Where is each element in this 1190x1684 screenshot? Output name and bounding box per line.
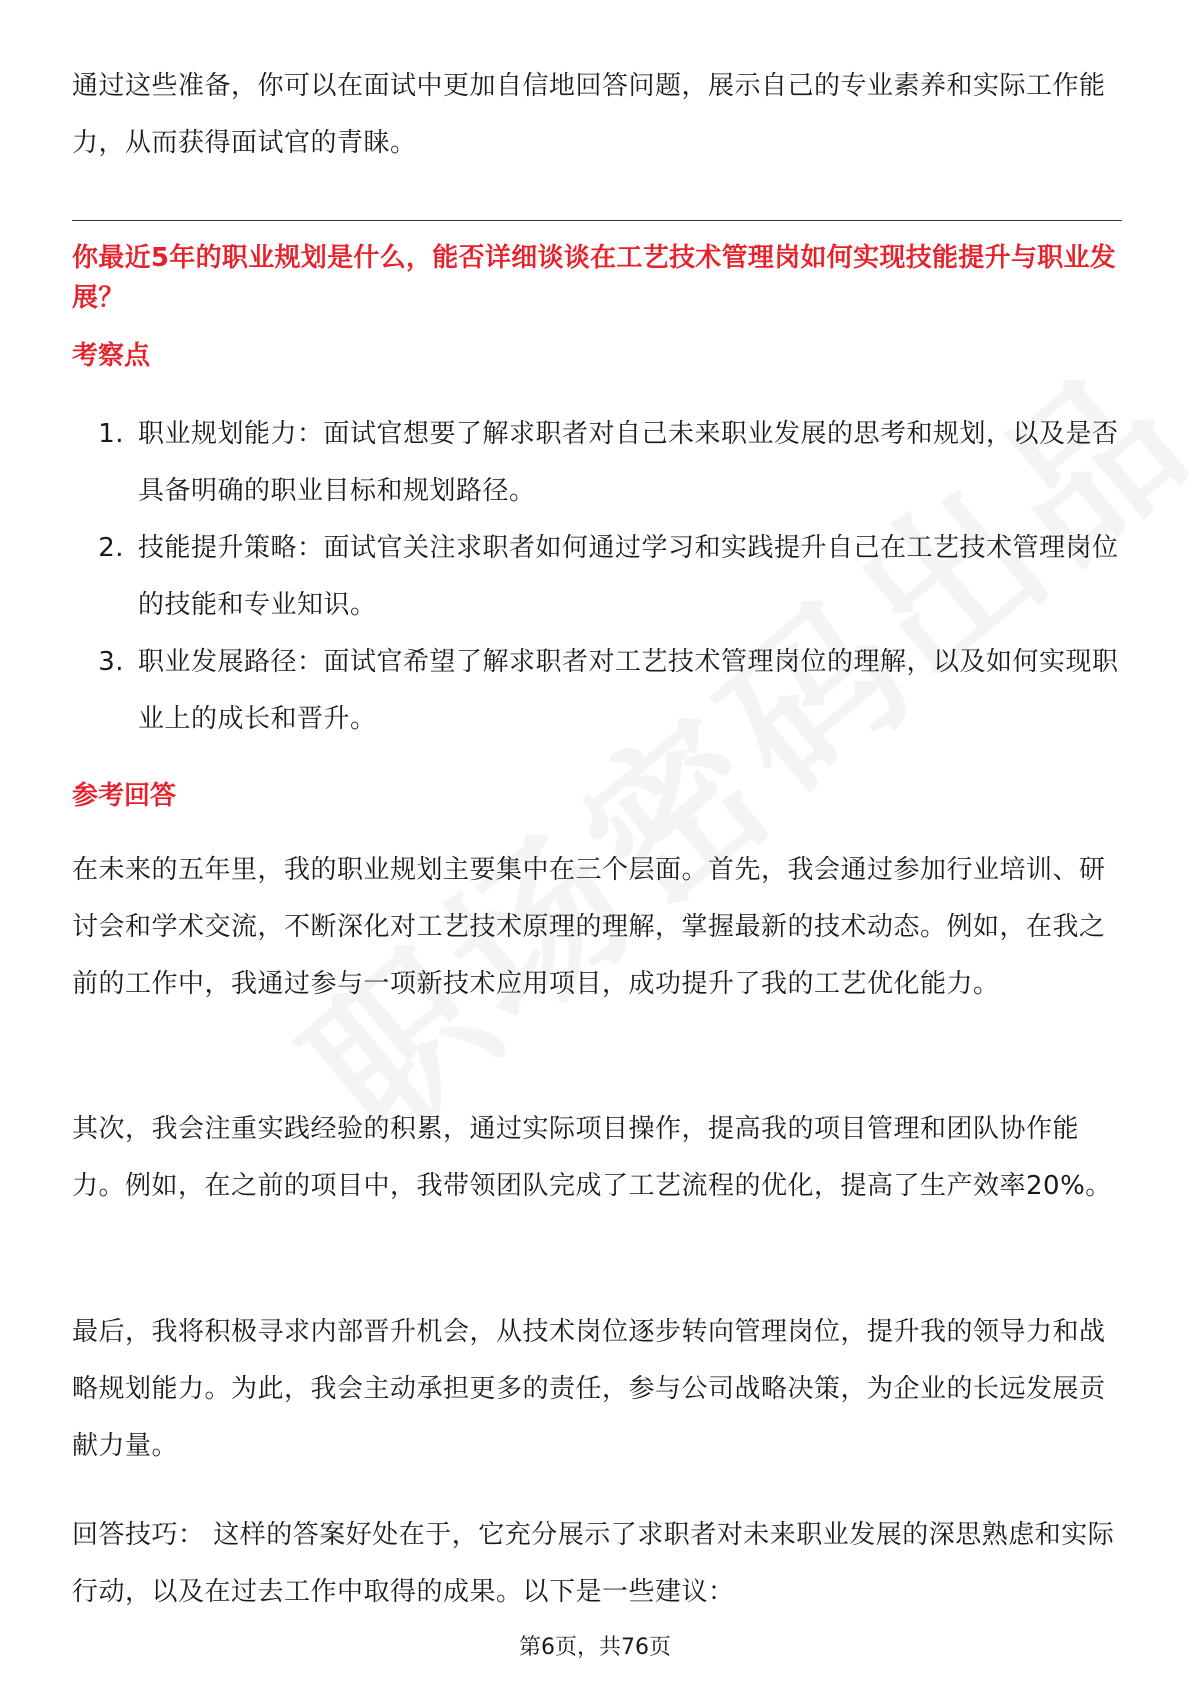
list-text: 职业发展路径：面试官希望了解求职者对工艺技术管理岗位的理解，以及如何实现职业上的成长和晋升。 <box>138 647 1119 734</box>
tips-paragraph: 回答技巧： 这样的答案好处在于，它充分展示了求职者对未来职业发展的深思熟虑和实际行动，以及在过去工作中取得的成果。以下是一些建议： <box>72 1520 1115 1607</box>
list-item <box>72 520 1122 634</box>
answer-paragraph: 最后，我将积极寻求内部晋升机会，从技术岗位逐步转向管理岗位，提升我的领导力和战略规划能力。为此，我会主动承担更多的责任，参与公司战略决策，为企业的长远发展贡献力量。 <box>72 1317 1106 1461</box>
list-text: 职业规划能力：面试官想要了解求职者对自己未来职业发展的思考和规划，以及是否具备明确的职业目标和规划路径。 <box>138 419 1119 506</box>
answer-paragraph: 在未来的五年里，我的职业规划主要集中在三个层面。首先，我会通过参加行业培训、研讨会和学术交流，不断深化对工艺技术原理的理解，掌握最新的技术动态。例如，在我之前的工作中，我通过参与一项新技术应用项目，成功提升了我的工艺优化能力。 <box>72 855 1106 999</box>
list-text: 技能提升策略：面试官关注求职者如何通过学习和实践提升自己在工艺技术管理岗位的技能和专业知识。 <box>138 533 1119 620</box>
list-number: 2. <box>98 533 124 563</box>
page-footer: 第6页，共76页 <box>519 1635 671 1660</box>
list-number: 1. <box>98 419 124 449</box>
question-heading: 你最近5年的职业规划是什么，能否详细谈谈在工艺技术管理岗如何实现技能提升与职业发展？ <box>72 243 1117 313</box>
list-item <box>72 634 1122 748</box>
intro-paragraph: 通过这些准备，你可以在面试中更加自信地回答问题，展示自己的专业素养和实际工作能力，从而获得面试官的青睐。 <box>72 71 1106 158</box>
list-number: 3. <box>98 647 124 677</box>
answer-paragraph: 其次，我会注重实践经验的积累，通过实际项目操作，提高我的项目管理和团队协作能力。例如，在之前的项目中，我带领团队完成了工艺流程的优化，提高了生产效率20%。 <box>72 1114 1112 1201</box>
points-list <box>72 406 1122 748</box>
answer-heading: 参考回答 <box>72 781 177 811</box>
points-heading: 考察点 <box>72 341 151 371</box>
section-divider <box>72 220 1122 221</box>
list-item <box>72 406 1122 520</box>
